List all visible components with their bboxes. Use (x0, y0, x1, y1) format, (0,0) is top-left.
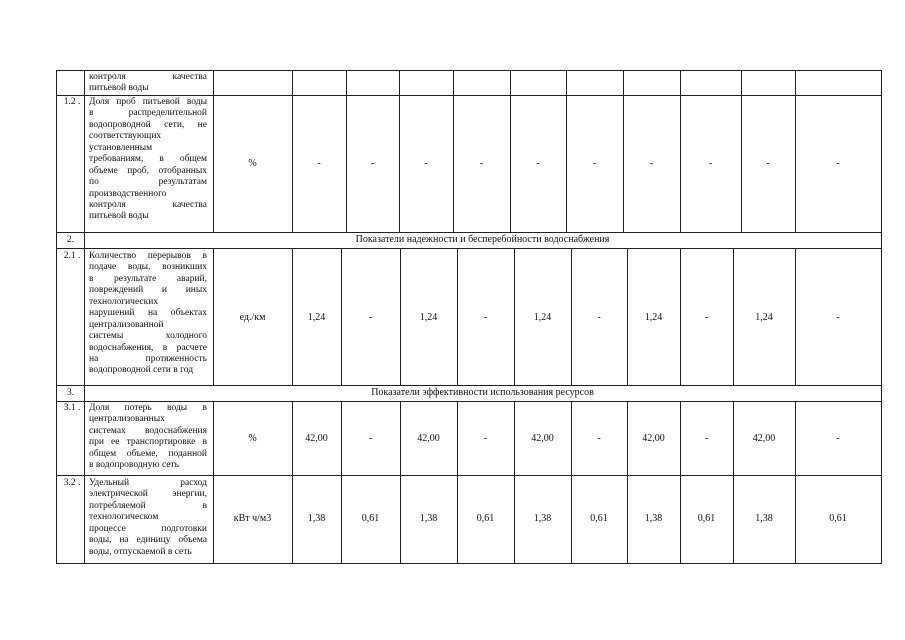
grid-line (510, 70, 511, 232)
value-cell: - (370, 158, 375, 169)
grid-line (881, 70, 882, 563)
section-title: Показатели эффективности использования ресурсов (371, 387, 594, 398)
row-number: 3.2 . (63, 478, 81, 488)
grid-line (84, 70, 85, 563)
grid-line (341, 401, 342, 563)
value-cell: 42,00 (642, 433, 665, 444)
grid-line (457, 401, 458, 563)
row-description: Доля проб питьевой воды в распределительной водопроводной сети, не соответствующих установленным требованиям, в общем объеме проб, отобранных по результатам производственного контроля качества питьевой воды (89, 97, 207, 222)
grid-line (56, 95, 882, 96)
row-number: 3.1 . (63, 403, 81, 413)
value-cell: 1,38 (644, 513, 663, 524)
grid-line (56, 385, 882, 386)
grid-line (795, 401, 796, 563)
value-cell: - (479, 158, 484, 169)
value-cell: - (597, 312, 601, 323)
unit-cell: ед./км (239, 312, 266, 323)
value-cell: - (483, 433, 488, 444)
grid-line (741, 70, 742, 232)
value-cell: - (317, 158, 321, 169)
value-cell: - (424, 158, 428, 169)
grid-line (56, 248, 882, 249)
grid-line (56, 563, 882, 564)
grid-line (213, 70, 214, 232)
grid-line (795, 70, 796, 232)
value-cell: - (704, 433, 709, 444)
grid-line (56, 70, 57, 563)
grid-line (733, 401, 734, 563)
grid-line (453, 70, 454, 232)
value-cell: 42,00 (531, 433, 554, 444)
grid-line (400, 401, 401, 563)
grid-line (56, 70, 882, 71)
value-cell: - (368, 312, 373, 323)
value-cell: 1,38 (533, 513, 552, 524)
value-cell: 42,00 (417, 433, 440, 444)
unit-cell: % (248, 158, 257, 169)
grid-line (680, 401, 681, 563)
value-cell: - (708, 158, 713, 169)
value-cell: - (368, 433, 373, 444)
value-cell: 1,38 (307, 513, 326, 524)
value-cell: - (836, 312, 840, 323)
value-cell: 0,61 (361, 513, 380, 524)
row-description: Удельный расход электрической энергии, потребляемой в технологическом процессе подготовки воды, на единицу объема воды, отпускаемой в сеть (89, 478, 207, 557)
value-cell: - (592, 158, 597, 169)
grid-line (56, 475, 882, 476)
grid-line (346, 70, 347, 232)
row-description: Доля потерь воды в централизованных системах водоснабжения при ее транспортировке в общем объеме, поданной в водопроводную сеть (89, 403, 207, 471)
grid-line (514, 401, 515, 563)
grid-line (623, 70, 624, 232)
value-cell: - (836, 433, 840, 444)
value-cell: - (649, 158, 654, 169)
value-cell: 1,24 (644, 312, 663, 323)
grid-line (680, 70, 681, 232)
grid-line (292, 70, 293, 232)
value-cell: 1,24 (755, 312, 773, 323)
value-cell: 1,24 (307, 312, 326, 323)
grid-line (292, 401, 293, 563)
value-cell: - (704, 312, 709, 323)
row-number: 3. (66, 388, 75, 398)
grid-line (56, 401, 882, 402)
value-cell: 0,61 (697, 513, 716, 524)
value-cell: - (836, 158, 840, 169)
value-cell: 42,00 (752, 433, 776, 444)
value-cell: 42,00 (305, 433, 328, 444)
value-cell: 0,61 (476, 513, 495, 524)
grid-line (571, 401, 572, 563)
row-number: 1.2 . (63, 97, 81, 107)
section-title: Показатели надежности и бесперебойности водоснабжения (355, 234, 610, 245)
grid-line (399, 70, 400, 232)
value-cell: 1,38 (755, 513, 773, 524)
row-number: 2.1 . (63, 251, 81, 261)
value-cell: - (536, 158, 540, 169)
grid-line (566, 70, 567, 232)
row-description: контроля качества питьевой воды (89, 72, 207, 94)
row-description: Количество перерывов в подаче воды, возникших в результате аварий, повреждений и иных технологических нарушений на объектах централизованной системы холодного водоснабжения, в расчете на протяженность водопроводной сети в год (89, 251, 207, 376)
value-cell: 1,38 (419, 513, 438, 524)
row-number: 2. (66, 235, 75, 245)
value-cell: - (483, 312, 488, 323)
grid-line (627, 401, 628, 563)
value-cell: 1,24 (419, 312, 438, 323)
grid-line (213, 401, 214, 563)
grid-line (56, 232, 882, 233)
unit-cell: % (248, 433, 257, 444)
value-cell: 0,61 (829, 513, 847, 524)
value-cell: - (597, 433, 601, 444)
value-cell: 1,24 (533, 312, 552, 323)
unit-cell: кВт ч/м3 (233, 513, 272, 524)
value-cell: - (766, 158, 770, 169)
value-cell: 0,61 (590, 513, 608, 524)
